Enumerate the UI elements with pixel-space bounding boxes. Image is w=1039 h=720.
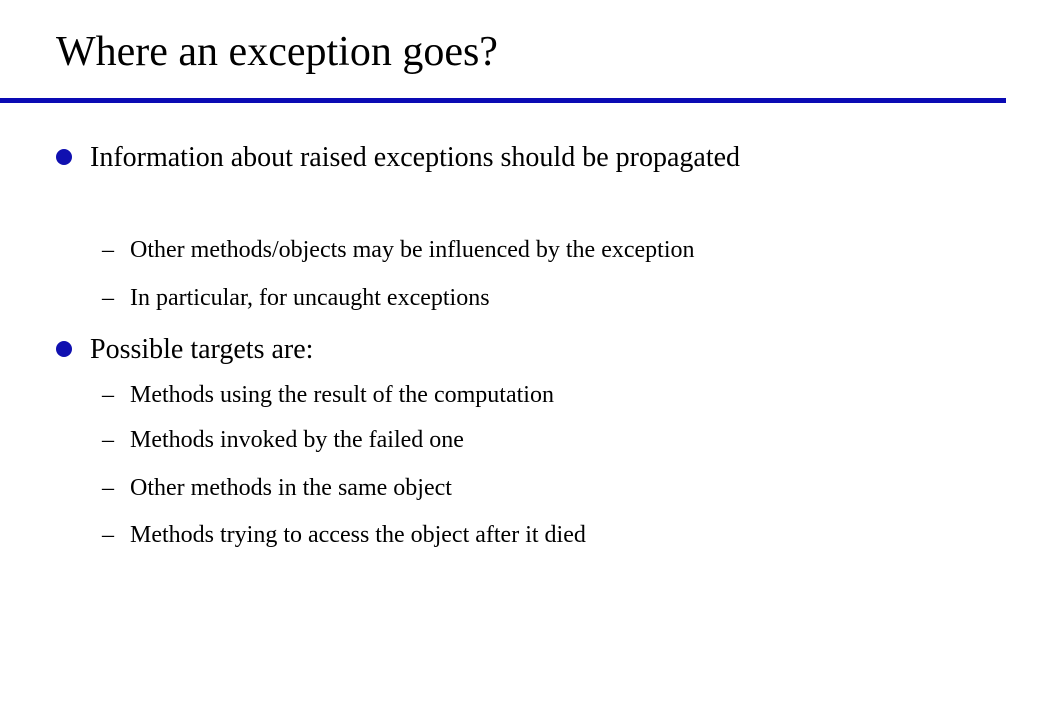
dash-icon: – [102,475,114,501]
title-underline [0,98,1006,103]
sub-item [102,380,554,410]
dash-icon: – [102,522,114,548]
sub-item-text: Other methods in the same object [130,475,452,501]
bullet-text: Information about raised exceptions should be propagated [90,142,741,173]
dash-icon: – [102,285,114,311]
sub-item-text: Other methods/objects may be influenced by the exception [130,237,695,263]
sub-item-text: In particular, for uncaught exceptions [130,285,490,311]
dash-icon: – [102,237,114,263]
bullet-dot-icon [56,149,72,165]
sub-item-text: Methods trying to access the object after it died [130,522,586,548]
sub-item-text: Methods invoked by the failed one [130,427,464,453]
sub-item [102,235,695,265]
sub-item [102,473,452,503]
slide-title: Where an exception goes? [56,29,498,75]
bullet-dot-icon [56,341,72,357]
bullet-text: Possible targets are: [90,334,314,365]
sub-item [102,283,490,313]
bullet-item [56,330,856,370]
sub-item-text: Methods using the result of the computation [130,382,554,408]
bullet-item [56,138,856,218]
sub-item [102,520,586,550]
dash-icon: – [102,427,114,453]
dash-icon: – [102,382,114,408]
sub-item [102,425,464,455]
